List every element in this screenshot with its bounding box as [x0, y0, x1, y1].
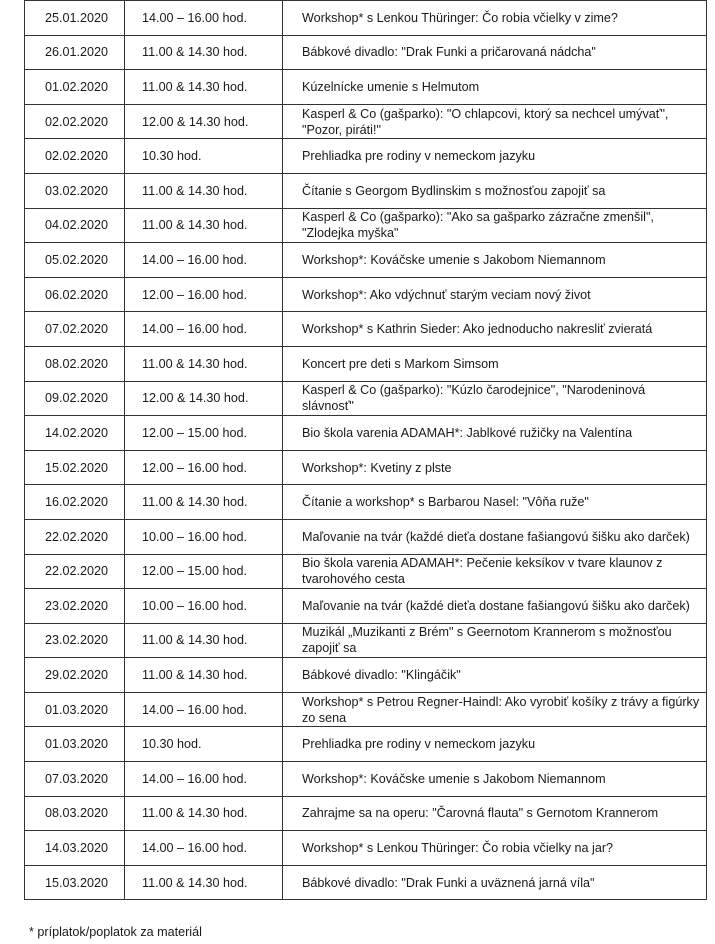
event-date: 07.03.2020: [25, 762, 125, 797]
table-row: [25, 173, 707, 208]
event-time: 11.00 & 14.30 hod.: [125, 796, 283, 831]
event-description: Bábkové divadlo: "Drak Funki a uväznená jarná víla": [283, 865, 707, 900]
event-date: 23.02.2020: [25, 623, 125, 658]
event-date: 01.03.2020: [25, 692, 125, 727]
event-time: 12.00 – 15.00 hod.: [125, 416, 283, 451]
event-date: 02.02.2020: [25, 104, 125, 139]
event-time: 11.00 & 14.30 hod.: [125, 485, 283, 520]
table-row: [25, 312, 707, 347]
event-time: 14.00 – 16.00 hod.: [125, 762, 283, 797]
event-description: Bábkové divadlo: "Klingáčik": [283, 658, 707, 693]
event-time: 12.00 & 14.30 hod.: [125, 381, 283, 416]
event-time: 14.00 – 16.00 hod.: [125, 243, 283, 278]
table-row: [25, 658, 707, 693]
footnote: * príplatok/poplatok za materiál: [29, 925, 202, 939]
table-row: [25, 796, 707, 831]
event-time: 10.00 – 16.00 hod.: [125, 589, 283, 624]
event-date: 03.02.2020: [25, 173, 125, 208]
event-date: 22.02.2020: [25, 554, 125, 589]
event-time: 12.00 – 16.00 hod.: [125, 277, 283, 312]
event-description: Workshop* s Lenkou Thüringer: Čo robia včielky v zime?: [283, 1, 707, 36]
event-date: 15.02.2020: [25, 450, 125, 485]
event-date: 14.02.2020: [25, 416, 125, 451]
event-description: Workshop*: Ako vdýchnuť starým veciam nový život: [283, 277, 707, 312]
event-time: 12.00 – 15.00 hod.: [125, 554, 283, 589]
event-date: 14.03.2020: [25, 831, 125, 866]
event-description: Prehliadka pre rodiny v nemeckom jazyku: [283, 727, 707, 762]
event-description: Bio škola varenia ADAMAH*: Jablkové ružičky na Valentína: [283, 416, 707, 451]
table-row: [25, 277, 707, 312]
table-row: [25, 139, 707, 174]
event-description: Muzikál „Muzikanti z Brém" s Geernotom Krannerom s možnosťou zapojiť sa: [283, 623, 707, 658]
event-date: 04.02.2020: [25, 208, 125, 243]
table-row: [25, 381, 707, 416]
event-time: 11.00 & 14.30 hod.: [125, 623, 283, 658]
event-date: 02.02.2020: [25, 139, 125, 174]
event-time: 14.00 – 16.00 hod.: [125, 312, 283, 347]
table-row: [25, 450, 707, 485]
event-time: 10.30 hod.: [125, 139, 283, 174]
event-time: 10.30 hod.: [125, 727, 283, 762]
event-description: Prehliadka pre rodiny v nemeckom jazyku: [283, 139, 707, 174]
table-row: [25, 416, 707, 451]
table-row: [25, 346, 707, 381]
event-time: 11.00 & 14.30 hod.: [125, 35, 283, 70]
table-row: [25, 623, 707, 658]
table-row: [25, 865, 707, 900]
table-row: [25, 1, 707, 36]
event-description: Bábkové divadlo: "Drak Funki a pričarovaná nádcha": [283, 35, 707, 70]
event-description: Workshop* s Kathrin Sieder: Ako jednoducho nakresliť zvieratá: [283, 312, 707, 347]
event-date: 22.02.2020: [25, 519, 125, 554]
event-date: 16.02.2020: [25, 485, 125, 520]
event-date: 25.01.2020: [25, 1, 125, 36]
event-description: Workshop*: Kvetiny z plste: [283, 450, 707, 485]
event-date: 01.02.2020: [25, 70, 125, 105]
table-row: [25, 519, 707, 554]
table-row: [25, 762, 707, 797]
event-time: 11.00 & 14.30 hod.: [125, 658, 283, 693]
event-description: Čítanie a workshop* s Barbarou Nasel: "Vôňa ruže": [283, 485, 707, 520]
event-date: 05.02.2020: [25, 243, 125, 278]
event-time: 10.00 – 16.00 hod.: [125, 519, 283, 554]
event-description: Zahrajme sa na operu: "Čarovná flauta" s Gernotom Krannerom: [283, 796, 707, 831]
event-description: Kasperl & Co (gašparko): "Kúzlo čarodejnice", "Narodeninová slávnosť": [283, 381, 707, 416]
event-description: Workshop* s Petrou Regner-Haindl: Ako vyrobiť košíky z trávy a figúrky zo sena: [283, 692, 707, 727]
event-time: 12.00 & 14.30 hod.: [125, 104, 283, 139]
event-description: Bio škola varenia ADAMAH*: Pečenie keksíkov v tvare klaunov z tvarohového cesta: [283, 554, 707, 589]
event-description: Koncert pre deti s Markom Simsom: [283, 346, 707, 381]
event-time: 11.00 & 14.30 hod.: [125, 865, 283, 900]
event-description: Čítanie s Georgom Bydlinskim s možnosťou zapojiť sa: [283, 173, 707, 208]
event-time: 11.00 & 14.30 hod.: [125, 70, 283, 105]
event-time: 11.00 & 14.30 hod.: [125, 346, 283, 381]
table-row: [25, 208, 707, 243]
event-date: 09.02.2020: [25, 381, 125, 416]
table-row: [25, 589, 707, 624]
schedule-body: [25, 1, 707, 900]
event-date: 29.02.2020: [25, 658, 125, 693]
event-time: 14.00 – 16.00 hod.: [125, 692, 283, 727]
event-time: 14.00 – 16.00 hod.: [125, 831, 283, 866]
table-row: [25, 727, 707, 762]
table-row: [25, 35, 707, 70]
table-row: [25, 104, 707, 139]
event-description: Workshop*: Kováčske umenie s Jakobom Niemannom: [283, 243, 707, 278]
event-date: 15.03.2020: [25, 865, 125, 900]
table-row: [25, 243, 707, 278]
event-date: 06.02.2020: [25, 277, 125, 312]
event-time: 12.00 – 16.00 hod.: [125, 450, 283, 485]
event-description: Kasperl & Co (gašparko): "Ako sa gašparko zázračne zmenšil", "Zlodejka myška": [283, 208, 707, 243]
event-time: 11.00 & 14.30 hod.: [125, 208, 283, 243]
event-date: 08.02.2020: [25, 346, 125, 381]
event-description: Maľovanie na tvár (každé dieťa dostane fašiangovú šišku ako darček): [283, 589, 707, 624]
event-description: Workshop* s Lenkou Thüringer: Čo robia včielky na jar?: [283, 831, 707, 866]
event-date: 07.02.2020: [25, 312, 125, 347]
event-date: 01.03.2020: [25, 727, 125, 762]
event-description: Maľovanie na tvár (každé dieťa dostane fašiangovú šišku ako darček): [283, 519, 707, 554]
event-date: 08.03.2020: [25, 796, 125, 831]
event-date: 26.01.2020: [25, 35, 125, 70]
event-time: 11.00 & 14.30 hod.: [125, 173, 283, 208]
table-row: [25, 485, 707, 520]
event-description: Kúzelnícke umenie s Helmutom: [283, 70, 707, 105]
event-description: Kasperl & Co (gašparko): "O chlapcovi, ktorý sa nechcel umývať", "Pozor, piráti!": [283, 104, 707, 139]
event-date: 23.02.2020: [25, 589, 125, 624]
table-row: [25, 831, 707, 866]
table-row: [25, 70, 707, 105]
event-schedule-table: [24, 0, 707, 900]
event-description: Workshop*: Kováčske umenie s Jakobom Niemannom: [283, 762, 707, 797]
table-row: [25, 692, 707, 727]
table-row: [25, 554, 707, 589]
event-time: 14.00 – 16.00 hod.: [125, 1, 283, 36]
